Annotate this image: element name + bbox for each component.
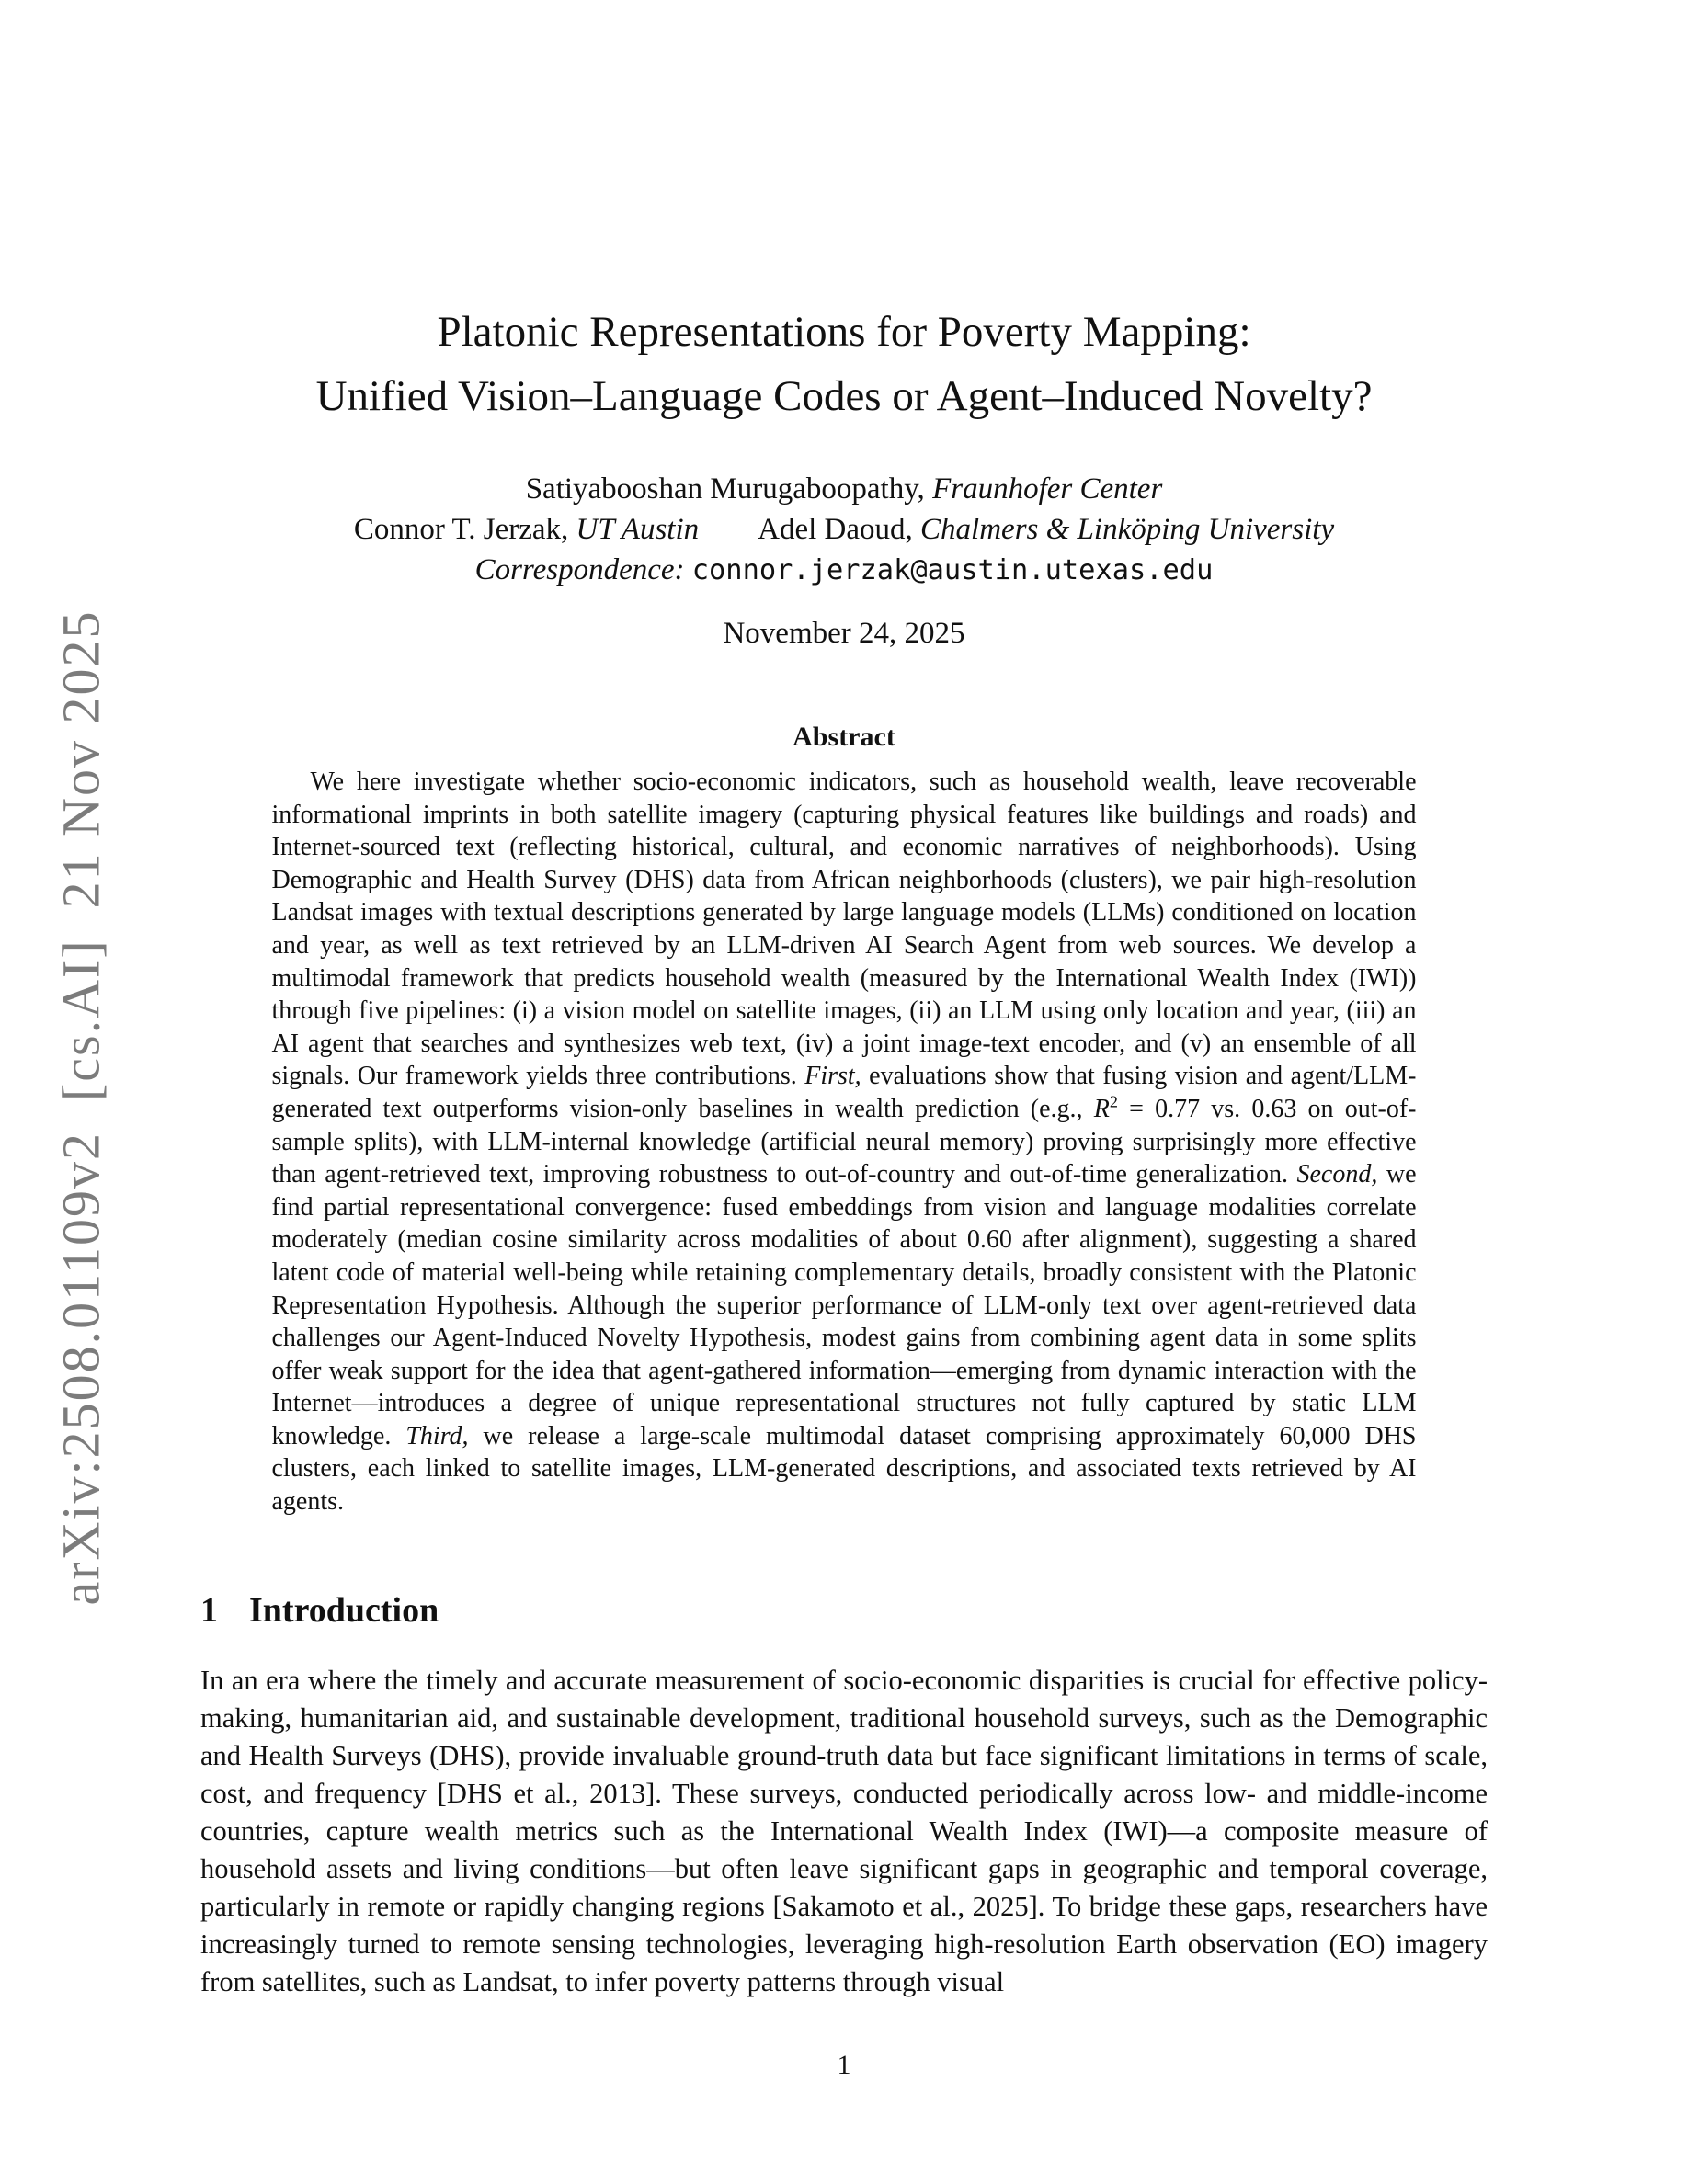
paper-title-line-2: Unified Vision–Language Codes or Agent–Induced Novelty? [315,372,1373,420]
author-line-2: Connor T. Jerzak, UT Austin Adel Daoud, Chalmers & Linköping University [353,513,1335,546]
arxiv-watermark: arXiv:2508.01109v2 [cs.AI] 21 Nov 2025 [51,609,111,1606]
paper-title [0,0,1688,428]
paper-title-line-1: Platonic Representations for Poverty Mapping: [437,308,1251,356]
author-block [0,469,1688,591]
page-number: 1 [837,2050,851,2080]
abstract-text: We here investigate whether socio-economic indicators, such as household wealth, leave recoverable informational imprints in both satellite imagery (capturing physical features like buildings and roads) and Internet-sourced text (reflecting historical, cultural, and economic narratives of neighborhoods). Using Demographic and Health Survey (DHS) data from African neighborhoods (clusters), we pair high-resolution Landsat images with textual descriptions generated by large language models (LLMs) conditioned on location and year, as well as text retrieved by an LLM-driven AI Search Agent from web sources. We develop a multimodal framework that predicts household wealth (measured by the International Wealth Index (IWI)) through five pipelines: (i) a vision model on satellite images, (ii) an LLM using only location and year, (iii) an AI agent that searches and synthesizes web text, (iv) a joint image-text encoder, and (v) an ensemble of all signals. Our framework yields three contributions. First, evaluations show that fusing vision and agent/LLM-generated text outperforms vision-only baselines in wealth prediction (e.g., $R^2 = 0.77$ vs. 0.63 on out-of-sample splits), with LLM-internal knowledge (artificial neural memory) proving surprisingly more effective than agent-retrieved text, improving robustness to out-of-country and out-of-time generalization. Second, we find partial representational convergence: fused embeddings from vision and language modalities correlate moderately (median cosine similarity across modalities of about 0.60 after alignment), suggesting a shared latent code of material well-being while retaining complementary details, broadly consistent with the Platonic Representation Hypothesis. Although the superior performance of LLM-only text over agent-retrieved data challenges our Agent-Induced Novelty Hypothesis, modest gains from combining agent data in some splits offer weak support for the idea that agent-gathered information—emerging from dynamic interaction with the Internet—introduces a degree of unique representational structures not fully captured by static LLM knowledge. Third, we release a large-scale multimodal dataset comprising approximately 60,000 DHS clusters, each linked to satellite images, LLM-generated descriptions, and associated texts retrieved by AI agents. [271,768,1417,1517]
author-line-1: Satiyabooshan Murugaboopathy, Fraunhofer Center [525,472,1163,506]
abstract-heading: Abstract [793,722,895,752]
section-number: 1 [200,1590,218,1630]
section-heading [200,1590,1688,1631]
correspondence-line: Correspondence: connor.jerzak@austin.utexas.edu [474,553,1214,586]
intro-paragraph: In an era where the timely and accurate measurement of socio-economic disparities is crucial for effective policy-making, humanitarian aid, and sustainable development, traditional household surveys, such as the Demographic and Health Surveys (DHS), provide invaluable ground-truth data but face significant limitations in terms of scale, cost, and frequency [DHS et al., 2013]. These surveys, conducted periodically across low- and middle-income countries, capture wealth metrics such as the International Wealth Index (IWI)—a composite measure of household assets and living conditions—but often leave significant gaps in geographic and temporal coverage, particularly in remote or rapidly changing regions [Sakamoto et al., 2025]. To bridge these gaps, researchers have increasingly turned to remote sensing technologies, leveraging high-resolution Earth observation (EO) imagery from satellites, such as Landsat, to infer poverty patterns through visual [200,1664,1488,1997]
paper-date: November 24, 2025 [723,617,965,650]
section-title: Introduction [249,1590,439,1630]
